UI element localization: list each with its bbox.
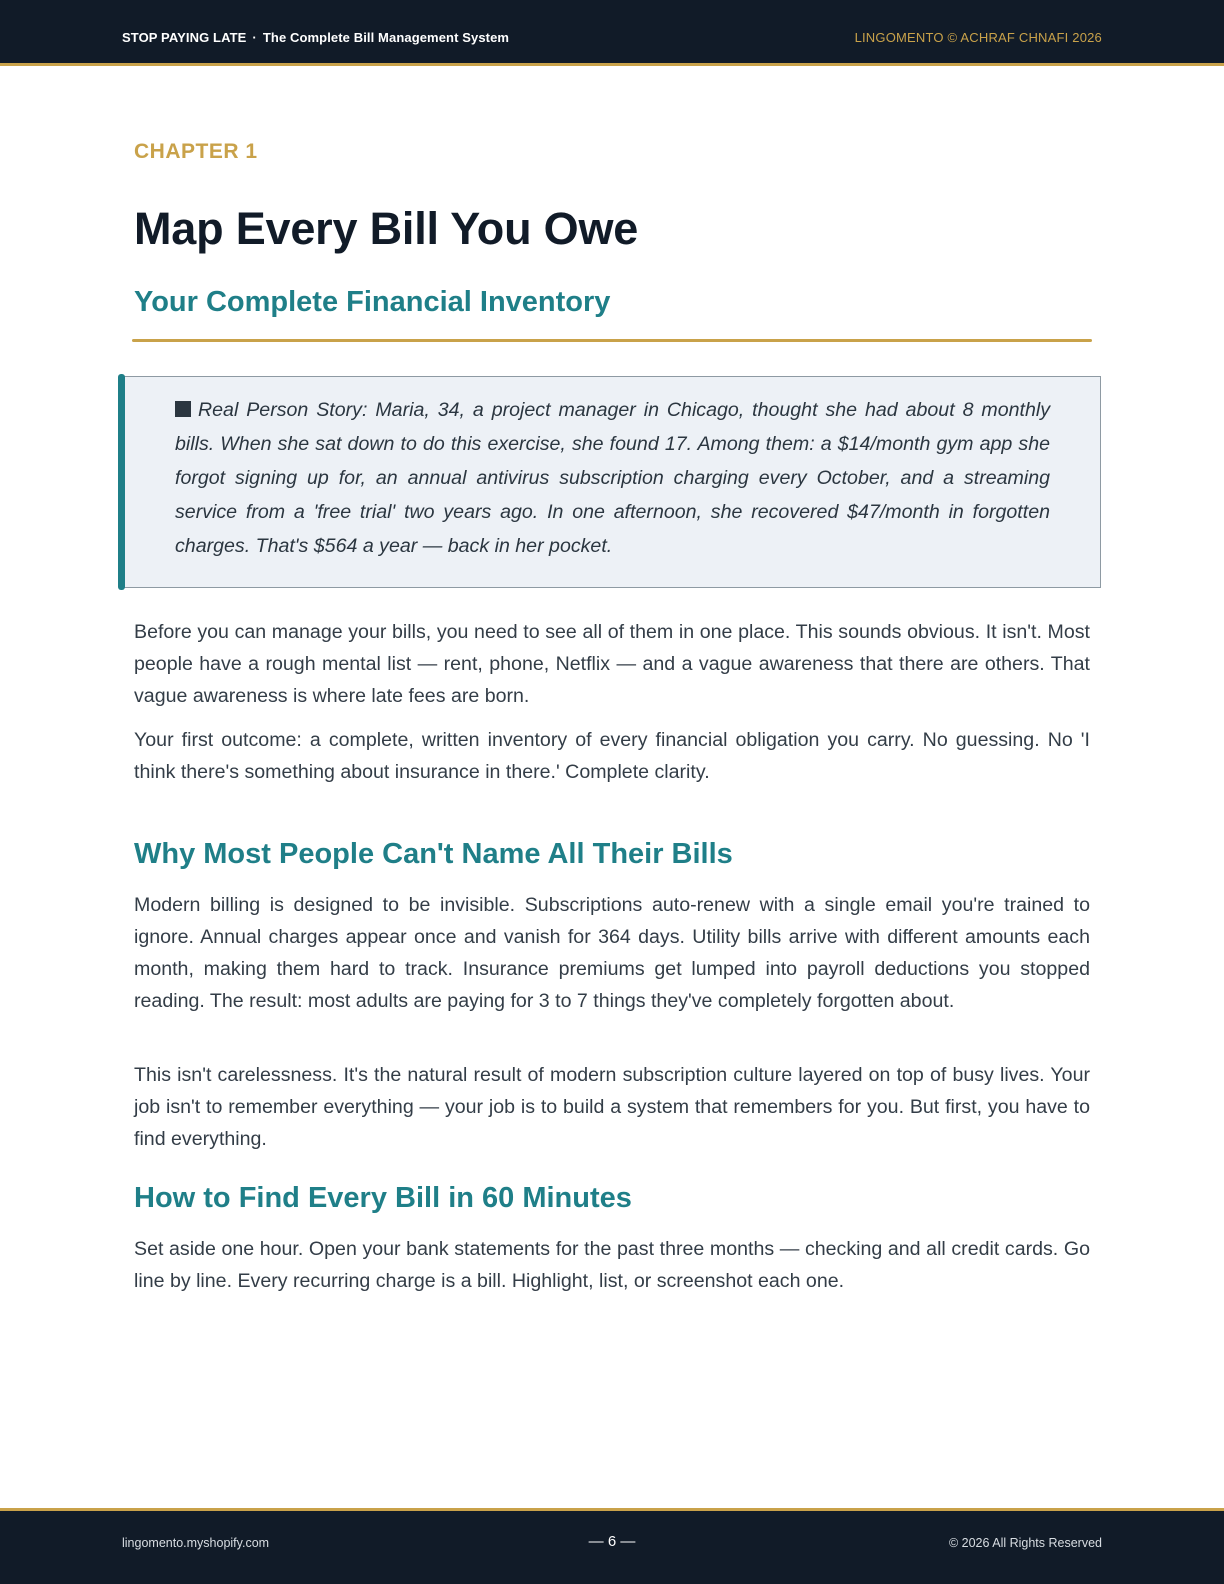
footer-website-link[interactable]: lingomento.myshopify.com — [122, 1536, 270, 1550]
chapter-title: Map Every Bill You Owe — [134, 203, 639, 254]
intro-paragraph-2: Your first outcome: a complete, written inventory of every financial obligation you carry. No guessing. No 'I think there's something about insurance in there.' Complete clarity. — [134, 729, 1090, 783]
header-title — [122, 30, 509, 45]
footer-page-number: — 6 — — [588, 1533, 636, 1550]
footer-copyright: © 2026 All Rights Reserved — [948, 1536, 1102, 1550]
section-heading-why: Why Most People Can't Name All Their Bills — [134, 838, 733, 870]
section-heading-how: How to Find Every Bill in 60 Minutes — [134, 1182, 632, 1214]
section-2-paragraph-1: Set aside one hour. Open your bank statements for the past three months — checking and all credit cards. Go line by line. Every recurring charge is a bill. Highlight, list, or screenshot each one. — [134, 1238, 1090, 1292]
header-series: STOP PAYING LATE — [122, 30, 247, 45]
header-book-title: The Complete Bill Management System — [262, 30, 510, 45]
chapter-subtitle: Your Complete Financial Inventory — [134, 286, 611, 318]
chapter-label: CHAPTER 1 — [134, 140, 258, 163]
story-text: Real Person Story: Maria, 34, a project manager in Chicago, thought she had about 8 monthly bills. When she sat down to do this exercise, she found 17. Among them: a $14/month gym app she forgot signing up for, an annual antivirus subscription charging every October, and a streaming service from a 'free trial' two years ago. In one afternoon, she recovered $47/month in forgotten charges. That's $564 a year — back in her pocket. — [175, 399, 1050, 557]
title-divider — [132, 339, 1092, 342]
intro-paragraph-1: Before you can manage your bills, you need to see all of them in one place. This sounds obvious. It isn't. Most people have a rough mental list — rent, phone, Netflix — and a vague awareness that there are others. That vague awareness is where late fees are born. — [134, 621, 1090, 707]
square-bullet-icon — [175, 401, 191, 417]
section-1-paragraph-2: This isn't carelessness. It's the natural result of modern subscription culture layered on top of busy lives. Your job isn't to remember everything — your job is to build a system that remembers for you. But first, you have to find everything. — [134, 1064, 1090, 1150]
callout-accent-bar — [118, 374, 125, 590]
header-brand: LINGOMENTO © ACHRAF CHNAFI 2026 — [854, 30, 1102, 45]
story-callout-text — [175, 393, 1050, 563]
header-separator: · — [252, 30, 257, 45]
section-1-paragraph-1: Modern billing is designed to be invisible. Subscriptions auto-renew with a single email you're trained to ignore. Annual charges appear once and vanish for 364 days. Utility bills arrive with different amounts each month, making them hard to track. Insurance premiums get lumped into payroll deductions you stopped reading. The result: most adults are paying for 3 to 7 things they've completely forgotten about. — [134, 894, 1090, 1012]
